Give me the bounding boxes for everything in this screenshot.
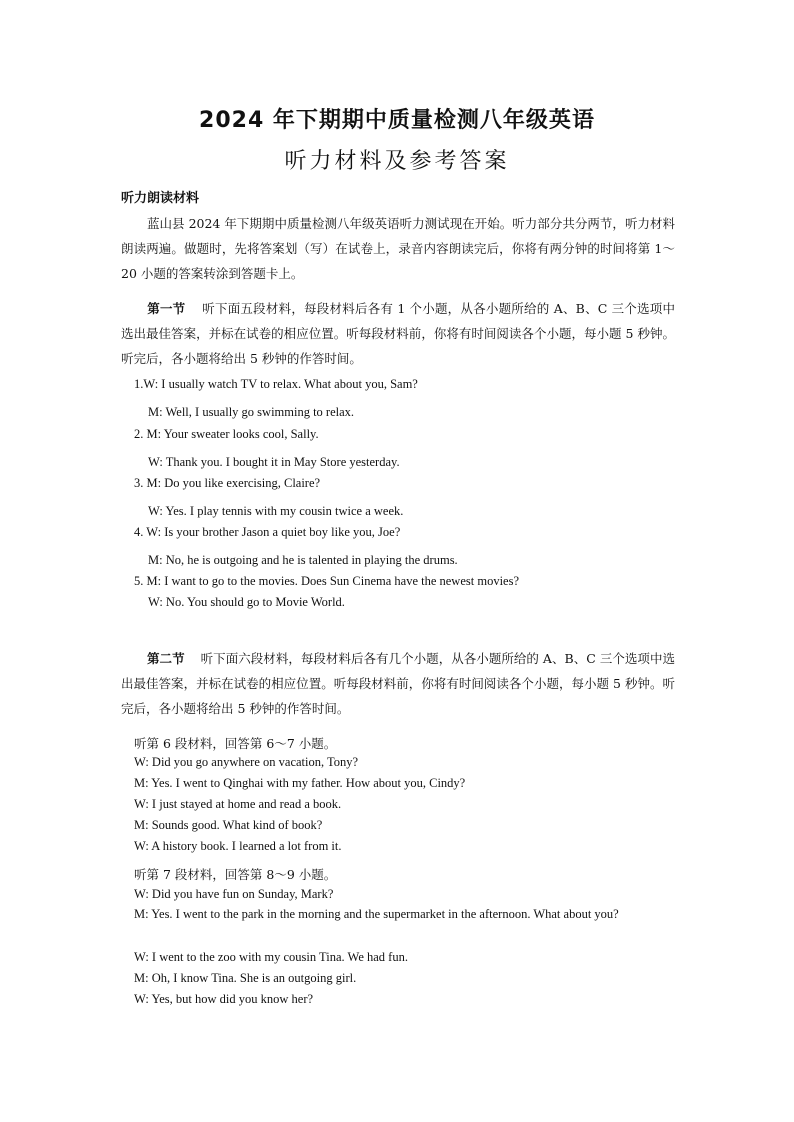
document-subtitle: 听力材料及参考答案 [284, 149, 510, 174]
dialogue-line: 2. M: Your sweater looks cool, Sally. [134, 427, 319, 441]
dialogue-line: 4. W: Is your brother Jason a quiet boy like you, Joe? [134, 525, 401, 539]
segment-instruction: 听第 6 段材料，回答第 6～7 小题。 [134, 736, 337, 751]
dialogue-line: W: Did you go anywhere on vacation, Tony? [134, 755, 359, 769]
dialogue-line: 1.W: I usually watch TV to relax. What about you, Sam? [134, 377, 418, 391]
intro-paragraph [121, 211, 675, 286]
dialogue-line: W: I just stayed at home and read a book. [134, 797, 342, 811]
part1-paragraph [121, 296, 675, 371]
dialogue-line: M: Oh, I know Tina. She is an outgoing girl. [134, 971, 357, 985]
dialogue-line: 5. M: I want to go to the movies. Does Sun Cinema have the newest movies? [134, 574, 520, 588]
intro-text: 蓝山县 2024 年下期期中质量检测八年级英语听力测试现在开始。听力部分共分两节，听力材料朗读两遍。做题时，先将答案划（写）在试卷上，录音内容朗读完后，你将有两分钟的时间将第 1～20 小题的答案转涂到答题卡上。 [121, 216, 675, 281]
part1-text: 听下面五段材料，每段材料后各有 1 个小题，从各小题所给的 A、B、C 三个选项中选出最佳答案，并标在试卷的相应位置。听每段材料前，你将有时间阅读各个小题，每小题 5 秒钟。听完后，各小题将给出 5 秒钟的作答时间。 [121, 301, 675, 366]
dialogue-line: M: Well, I usually go swimming to relax. [148, 405, 355, 419]
part2-text: 听下面六段材料，每段材料后各有几个小题，从各小题所给的 A、B、C 三个选项中选出最佳答案，并标在试卷的相应位置。听每段材料前，你将有时间阅读各个小题，每小题 5 秒钟。听完后，各小题将给出 5 秒钟的作答时间。 [121, 651, 675, 716]
dialogue-line: 3. M: Do you like exercising, Claire? [134, 476, 321, 490]
section-heading: 听力朗读材料 [121, 191, 200, 206]
dialogue-line: W: Did you have fun on Sunday, Mark? [134, 887, 334, 901]
dialogue-line: W: I went to the zoo with my cousin Tina. We had fun. [134, 950, 408, 964]
segment-instruction: 听第 7 段材料，回答第 8～9 小题。 [134, 867, 337, 882]
dialogue-line: W: No. You should go to Movie World. [148, 595, 345, 609]
dialogue-line: M: Yes. I went to Qinghai with my father. How about you, Cindy? [134, 776, 466, 790]
part2-paragraph [121, 646, 675, 721]
part1-label: 第一节 [147, 301, 186, 316]
part2-label: 第二节 [147, 651, 185, 666]
dialogue-line: W: Yes, but how did you know her? [134, 992, 314, 1006]
dialogue-line: W: A history book. I learned a lot from it. [134, 839, 342, 853]
dialogue-line: M: Sounds good. What kind of book? [134, 818, 323, 832]
dialogue-line: M: No, he is outgoing and he is talented in playing the drums. [148, 553, 458, 567]
dialogue-line: M: Yes. I went to the park in the morning and the supermarket in the afternoon. What about you? [134, 907, 619, 921]
dialogue-line: W: Thank you. I bought it in May Store yesterday. [148, 455, 400, 469]
dialogue-line: W: Yes. I play tennis with my cousin twice a week. [148, 504, 404, 518]
document-title: 2024 年下期期中质量检测八年级英语 [199, 108, 595, 133]
